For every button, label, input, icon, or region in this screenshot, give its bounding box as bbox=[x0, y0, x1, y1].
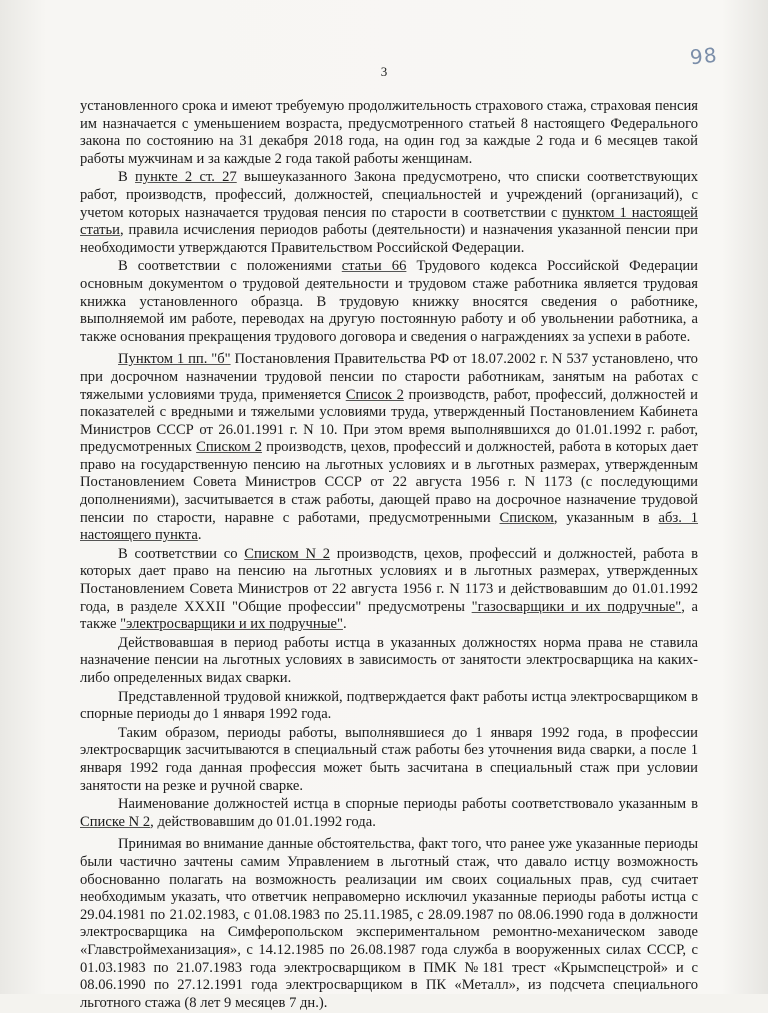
paragraph-4: Пунктом 1 пп. "б" Постановления Правительства РФ от 18.07.2002 г. N 537 установлено, что при досрочном назначении трудовой пенсии по старости работникам, занятым на работах с тяжелыми условиями труда, применяется Список 2 производств, работ, профессий, должностей и показателей с вредными и тяжелыми условиями труда, утвержденный Постановлением Кабинета Министров СССР от 26.01.1991 г. N 10. При этом время выполнявшихся до 01.01.1992 г. работ, предусмотренных Списком 2 производств, цехов, профессий и должностей, работа в которых дает право на государственную пенсию на льготных условиях и в льготных размерах, утвержденным Постановлением Совета Министров СССР от 22 августа 1956 г. N 1173 (с последующими дополнениями), засчитывается в стаж работы, дающей право на досрочное назначение трудовой пенсии по старости, наравне с работами, предусмотренными Списком, указанным в абз. 1 настоящего пункта. bbox=[80, 351, 699, 544]
paragraph-6: Действовавшая в период работы истца в указанных должностях норма права не ставила назначение пенсии на льготных условиях в зависимость от занятости электросварщика на каких-либо определенных видах сварки. bbox=[80, 634, 698, 686]
paragraph-2: В пункте 2 ст. 27 вышеуказанного Закона предусмотрено, что списки соответствующих работ, производств, профессий, должностей, специальностей и учреждений (организаций), с учетом которых назначается трудовая пенсия по старости в соответствии с пунктом 1 настоящей статьи, правила исчисления периодов работы (деятельности) и назначения указанной пенсии при необходимости утверждаются Правительством Российской Федерации. bbox=[80, 169, 698, 256]
law-reference-link[interactable]: пунктом 1 настоящей статьи bbox=[80, 204, 698, 239]
law-reference-link[interactable]: абз. 1 настоящего пункта bbox=[80, 509, 699, 544]
law-reference-link[interactable]: Списком bbox=[499, 509, 554, 526]
page-number: 3 bbox=[380, 64, 388, 79]
law-reference-link[interactable]: Списком 2 bbox=[196, 439, 262, 456]
paragraph-9: Наименование должностей истца в спорные периоды работы соответствовало указанным в Списке N 2, действовавшим до 01.01.1992 года. bbox=[80, 796, 698, 830]
paragraph-7: Представленной трудовой книжкой, подтверждается факт работы истца электросварщиком в спорные периоды до 1 января 1992 года. bbox=[80, 688, 698, 723]
law-reference-link[interactable]: Список 2 bbox=[345, 386, 404, 403]
paragraph-8: Таким образом, периоды работы, выполнявшиеся до 1 января 1992 года, в профессии электросварщик засчитываются в специальный стаж работы без уточнения вида сварки, а после 1 января 1992 года данная профессия может быть засчитана в специальный стаж при условии занятости на резке и ручной сварке. bbox=[80, 724, 698, 794]
law-reference-link[interactable]: "газосварщики и их подручные" bbox=[471, 598, 682, 615]
law-reference-link[interactable]: Списке N 2 bbox=[80, 813, 151, 830]
handwritten-page-stamp: 98 bbox=[688, 42, 719, 70]
law-reference-link[interactable]: пункте 2 ст. 27 bbox=[135, 169, 237, 186]
paragraph-5: В соответствии со Списком N 2 производств, цехов, профессий и должностей, работа в которых дает право на пенсию на льготных условиях и в льготных размерах, утвержденных Постановлением Совета Министров от 22 августа 1956 г. N 1173 и действовавшим до 01.01.1992 года, в разделе XXXII "Общие профессии" предусмотрены "газосварщики и их подручные", а также "электросварщики и их подручные". bbox=[80, 545, 699, 633]
law-reference-link[interactable]: Пунктом 1 пп. "б" bbox=[118, 351, 231, 368]
paragraph-3: В соответствии с положениями статьи 66 Трудового кодекса Российской Федерации основным документом о трудовой деятельности и трудовом стаже работника является трудовая книжка установленного образца. В трудовую книжку вносятся сведения о работнике, выполняемой им работе, переводах на другую постоянную работу и об увольнении работника, а также основания прекращения трудового договора и сведения о награждениях за успехи в работе. bbox=[80, 258, 698, 345]
law-reference-link[interactable]: Списком N 2 bbox=[244, 545, 331, 562]
law-reference-link[interactable]: статьи 66 bbox=[341, 258, 407, 275]
paragraph-1: установленного срока и имеют требуемую продолжительность страхового стажа, страховая пенсия им назначается с уменьшением возраста, предусмотренного статьей 8 настоящего Федерального закона по состоянию на 31 декабря 2018 года, на один год за каждые 2 года и 6 месяцев такой работы мужчинам и за каждые 2 года такой работы женщинам. bbox=[80, 98, 698, 167]
paragraph-10: Принимая во внимание данные обстоятельства, факт того, что ранее уже указанные периоды были частично зачтены самим Управлением в льготный стаж, что давало истцу возможность обоснованно полагать на возможность реализации им своих социальных прав, суд считает необходимым указать, что ответчик неправомерно исключил указанные периоды работы истца с 29.04.1981 по 21.02.1983, с 01.08.1983 по 25.11.1985, с 28.09.1987 по 08.06.1990 года в должности электросварщика на Симферопольском экспериментальном ремонтно-механическом заводе «Главстроймеханизация», с 14.12.1985 по 26.08.1987 года служба в вооруженных силах СССР, с 01.03.1983 по 21.07.1983 года электросварщиком в ПМК №181 трест «Крымспецстрой» и с 08.06.1990 по 27.12.1991 года электросварщиком в ПК «Металл», из подсчета специального льготного стажа (8 лет 9 месяцев 7 дн.). bbox=[80, 836, 698, 1011]
document-body bbox=[80, 98, 698, 1013]
law-reference-link[interactable]: "электросварщики и их подручные" bbox=[120, 616, 343, 633]
